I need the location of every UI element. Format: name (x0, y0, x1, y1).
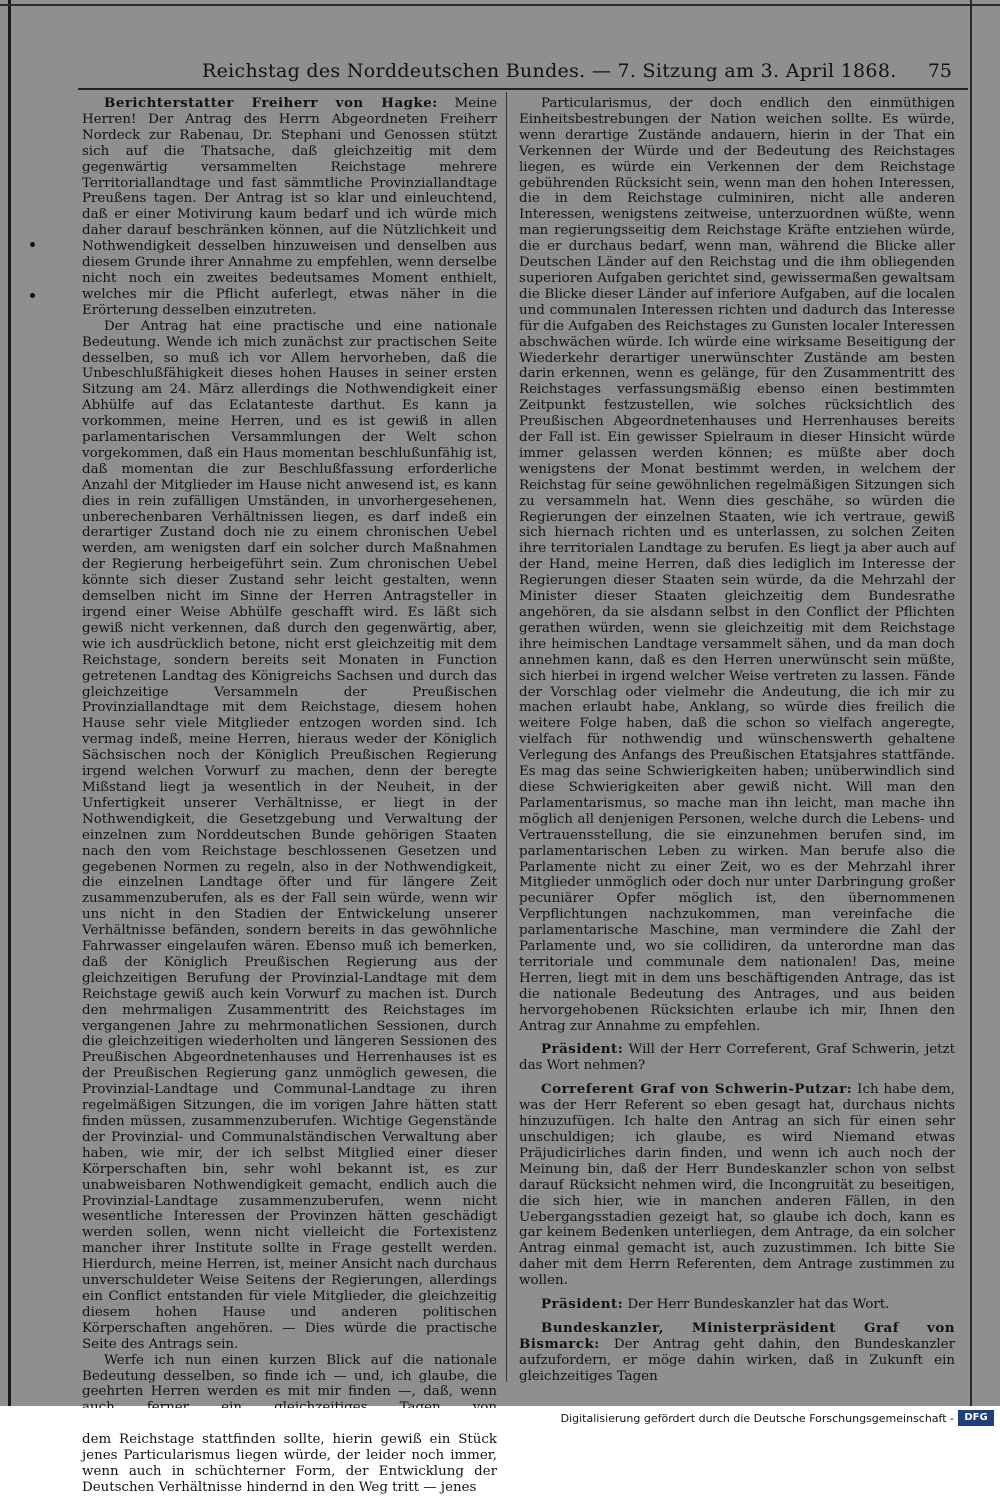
paragraph-text: Will der Herr Correferent, Graf Schwerin, jetzt das Wort nehmen? (519, 1042, 955, 1074)
paragraph (82, 96, 497, 319)
margin-dot (30, 293, 35, 298)
paragraph-text: Meine Herren! Der Antrag des Herrn Abgeordneten Freiherr Nordeck zur Rabenau, Dr. Stephani und Genossen stützt sich auf die Thatsache, daß gleichzeitig mit dem gegenwärtig versammelten Reichstage mehrere Territoriallandtage und fast sämmtliche Provinziallandtage Preußens tagen. Der Antrag ist so klar und einleuchtend, daß er einer Motivirung kaum bedarf und ich würde mich daher darauf beschränken können, auf die Nützlichkeit und Nothwendigkeit desselben hinzuweisen und denselben aus diesem Grunde ihrer Annahme zu empfehlen, wenn derselbe nicht noch ein zweites bedeutsames Moment enthielt, welches mir die Pflicht auferlegt, etwas näher in die Erörterung desselben einzutreten. (82, 96, 497, 318)
column-divider (506, 92, 507, 1382)
speaker-label: Präsident: (541, 1041, 624, 1058)
paragraph-text: Particularismus, der doch endlich den einmüthigen Einheitsbestrebungen der Nation weichen sollte. Es würde, wenn derartige Zustände andauern, hierin in der That ein Verkennen der Würde und der Bedeutung des Reichstages liegen, es würde ein Verkennen der dem Reichstage gebührenden Rücksicht sein, wenn man den hohen Interessen, die in dem Reichstage culminiren, nicht alle anderen Interessen, wenigstens zeitweise, unterzuordnen wüßte, wenn man regierungsseitig dem Reichstage Kräfte entziehen würde, die er durchaus bedarf, wenn man, während die Blicke aller Deutschen Länder auf den Reichstag und die ihm obliegenden superioren Aufgaben gerichtet sind, gewissermaßen gewaltsam die Blicke dieser Länder auf inferiore Aufgaben, auf die localen und communalen Interessen richten und dadurch das Interesse für die Aufgaben des Reichstages zu Gunsten localer Interessen abschwächen würde. Ich würde eine wirksame Beseitigung der Wiederkehr derartiger unerwünschter Zustände am besten darin erkennen, wenn es gelänge, für den Zusammentritt des Reichstages verfassungsmäßig ebenso einen bestimmten Zeitpunkt festzustellen, wie solches rücksichtlich des Preußischen Abgeordnetenhauses und Herrenhauses bereits der Fall ist. Ein gewisser Spielraum in dieser Hinsicht würde immer gelassen werden können; es müßte aber doch wenigstens der Monat bestimmt werden, in welchem der Reichstag für seine gewöhnlichen regelmäßigen Sitzungen sich zu versammeln hat. Wenn dies geschähe, so würden die Regierungen der einzelnen Staaten, wie ich vertraue, gewiß sich hiernach richten und es unterlassen, zu solchen Zeiten ihre territorialen Landtage zu berufen. Es liegt ja aber auch auf der Hand, meine Herren, daß dies lediglich im Interesse der Regierungen dieser Staaten sein würde, da die Mehrzahl der Minister dieser Staaten gleichzeitig dem Bundesrathe angehören, da sie alsdann selbst in den Conflict der Pflichten gerathen würden, wenn sie gleichzeitig mit dem Reichstage ihre heimischen Landtage versammelt sähen, und da man doch annehmen kann, daß es den Herren unerwünscht sein müßte, sich hierbei in irgend welcher Weise vertreten zu lassen. Fände der Vorschlag oder vielmehr die Andeutung, die ich mir zu machen erlaubt habe, Anklang, so würde dies freilich die weitere Folge haben, daß die schon so vielfach angeregte, vielfach für nothwendig und wünschenswerth gehaltene Verlegung des Anfangs des Preußischen Etatsjahres stattfände. Es mag das seine Schwierigkeiten haben; unüberwindlich sind diese Schwierigkeiten aber gewiß nicht. Will man den Parlamentarismus, so mache man ihn leicht, man mache ihn möglich all denjenigen Personen, welche durch die Lebens- und Vertrauensstellung, die sie einzunehmen berufen sind, im parlamentarischen Leben zu wirken. Man berufe also die Parlamente nicht zu einer Zeit, wo es der Mehrzahl ihrer Mitglieder unmöglich oder doch nur unter Darbringung großer pecuniärer Opfer möglich ist, den übernommenen Verpflichtungen nachzukommen, man vereinfache die parlamentarische Maschine, man verminderе die Zahl der Parlamente und, wo sie collidiren, da unterordne man das territoriale und communale dem nationalen! Das, meine Herren, liegt mit in dem uns beschäftigenden Antrage, das ist die nationale Bedeutung des Antrages, und aus beiden hervorgehobenen Rücksichten erlaube ich mir, Ihnen den Antrag zur Annahme zu empfehlen. (519, 96, 955, 1034)
paragraph-text: Der Herr Bundeskanzler hat das Wort. (627, 1297, 890, 1313)
paragraph-text: Der Antrag geht dahin, den Bundeskanzler aufzufordern, er möge dahin wirken, daß in Zukunft ein gleichzeitiges Tagen (519, 1336, 955, 1384)
margin-dot (30, 242, 35, 247)
page-edge-right (970, 0, 972, 1406)
paragraph (519, 96, 955, 1034)
paragraph-text: Werfe ich nun einen kurzen Blick auf die nationale Bedeutung desselben, so finde ich — und, ich glaube, die geehrten Herren werden es mit mir finden —, daß, wenn dem Reichstage stattfinden sollte, hierin gewiß ein Stück jenes Particularismus liegen würde, der leider noch immer, wenn auch in schüchterner Form, der Entwicklung der Deutschen Verhältnisse hindernd in den Weg tritt — jenes (82, 1352, 497, 1495)
header-rule (78, 88, 968, 90)
page-edge-left (8, 0, 11, 1406)
paragraph (519, 1321, 955, 1385)
footer (0, 1408, 1000, 1432)
dfg-logo: DFG (958, 1410, 994, 1426)
header-title: Reichstag des Norddeutschen Bundes. — 7. Sitzung am 3. April 1868. (202, 60, 897, 82)
footer-credit: Digitalisierung gefördert durch die Deutsche Forschungsgemeinschaft - (560, 1412, 954, 1425)
page-number: 75 (927, 60, 952, 82)
speaker-label: Präsident: (541, 1296, 624, 1313)
paragraph-text: Ich habe dem, was der Herr Referent so eben gesagt hat, durchaus nichts hinzuzufügen. Ich halte den Antrag an sich für einen sehr unschuldigen; ich glaube, es wird Niemand etwas Präjudicirliches darin finden, und wenn ich auch noch der Meinung bin, daß der Herr Bundeskanzler schon von selbst darauf Rücksicht nehmen wird, die Incongruität zu beseitigen, die sich hier, wie in manchen anderen Fällen, in den Uebergangsstadien gezeigt hat, so glaube ich doch, kann es gar keinem Bedenken unterliegen, dem Antrage, da ein solcher Antrag einmal gemacht ist, auch zuzustimmen. Ich bitte Sie daher mit dem Herrn Referenten, dem Antrage zustimmen zu wollen. (519, 1082, 955, 1289)
paragraph (82, 319, 497, 1353)
running-header (190, 58, 970, 86)
speaker-label: Correferent Graf von Schwerin-Putzar: (541, 1081, 853, 1098)
right-column (519, 96, 955, 1385)
left-column (82, 96, 497, 1496)
speaker-label: Bundeskanzler, Ministerpräsident Graf von Bismarck: (519, 1319, 955, 1352)
paragraph-text: Der Antrag hat eine practische und eine nationale Bedeutung. Wende ich mich zunächst zur practischen Seite desselben, so muß ich vor Allem hervorheben, daß die Unbeschlußfähigkeit dieses hohen Hauses in seiner ersten Sitzung am 24. März allerdings die Nothwendigkeit einer Abhülfe auf das Eclatanteste darthut. Es kann ja vorkommen, meine Herren, und es ist gewiß in allen parlamentarischen Versammlungen der Welt schon vorgekommen, daß ein Haus momentan beschlußunfähig ist, daß momentan die zur Beschlußfassung erforderliche Anzahl der Mitglieder im Hause nicht anwesend ist, es kann dies in rein zufälligen Umständen, in unvorhergesehenen, unberechenbaren Verhältnissen liegen, es darf indeß ein derartiger Zustand doch nie zu einem chronischen Uebel werden, am wenigsten darf ein solcher durch Maßnahmen der Regierung herbeigeführt sein. Zum chronischen Uebel könnte sich dieser Zustand sehr leicht gestalten, wenn demselben nicht im Sinne der Herren Antragsteller in irgend einer Weise Abhülfe geschafft wird. Es läßt sich gewiß nicht verkennen, daß durch den gegenwärtig, aber, wie ich ausdrücklich betone, nicht erst gleichzeitig mit dem Reichstage, sondern bereits seit Monaten in Function getretenen Landtag des Königreichs Sachsen und durch das gleichzeitige Versammeln der Preußischen Provinziallandtage mit dem Reichstage, diesem hohen Hause sehr viele Mitglieder entzogen worden sind. Ich vermag indeß, meine Herren, hieraus weder der Königlich Sächsischen noch der Königlich Preußischen Regierung irgend welchen Vorwurf zu machen, denn der beregte Mißstand liegt ja wesentlich in der Neuheit, in der Unfertigkeit unserer Verhältnisse, er liegt in der Nothwendigkeit, die Gesetzgebung und Verwaltung der einzelnen zum Norddeutschen Bunde gehörigen Staaten nach den vom Reichstage beschlossenen Gesetzen und gegebenen Normen zu regeln, also in der Nothwendigkeit, die einzelnen Landtage öfter und für längere Zeit zusammenzuberufen, als es der Fall sein würde, wenn wir uns nicht in den Stadien der Entwickelung unserer Verhältnisse befänden, sondern bereits in das gewöhnliche Fahrwasser eingelaufen wären. Ebenso muß ich bemerken, daß der Königlich Preußischen Regierung aus der gleichzeitigen Berufung der Provinzial-Landtage mit dem Reichstage gewiß auch kein Vorwurf zu machen ist. Durch den mehrmaligen Zusammentritt des Reichstages im vergangenen Jahre zu mehrmonatlichen Sessionen, durch die gleichzeitigen wiederholten und längeren Sessionen des Preußischen Abgeordnetenhauses und Herrenhauses ist es der Preußischen Regierung ganz unmöglich gewesen, die Provinzial-Landtage und Communal-Landtage zu ihren regelmäßigen Sitzungen, die im vorigen Jahre hätten statt finden müssen, zusammenzuberufen. Wichtige Gegenstände der Provinzial- und Communalständischen Verwaltung aber haben, wie mir, der ich selbst Mitglied einer dieser Körperschaften bin, sehr wohl bekannt ist, es zur unabweisbaren Nothwendigkeit gemacht, endlich auch die Provinzial-Landtage zusammenzuberufen, wenn nicht wesentliche Interessen der Provinzen hätten geschädigt werden sollen, wenn nicht vielleicht die Fortexistenz mancher ihrer Institute sollte in Frage gestellt werden. Hierdurch, meine Herren, ist, meiner Ansicht nach durchaus unverschuldeter Weise Seitens der Regierungen, allerdings ein Conflict entstanden für viele Mitglieder, die gleichzeitig diesem hohen Hause und anderen politischen Körperschaften angehören. — Dies würde die practische Seite des Antrags sein. (82, 318, 497, 1352)
paragraph (519, 1042, 955, 1074)
paragraph (519, 1297, 955, 1313)
paragraph (519, 1082, 955, 1289)
page-edge-top (0, 4, 1000, 6)
speaker-label: Berichterstatter Freiherr von Hagke: (104, 95, 438, 111)
